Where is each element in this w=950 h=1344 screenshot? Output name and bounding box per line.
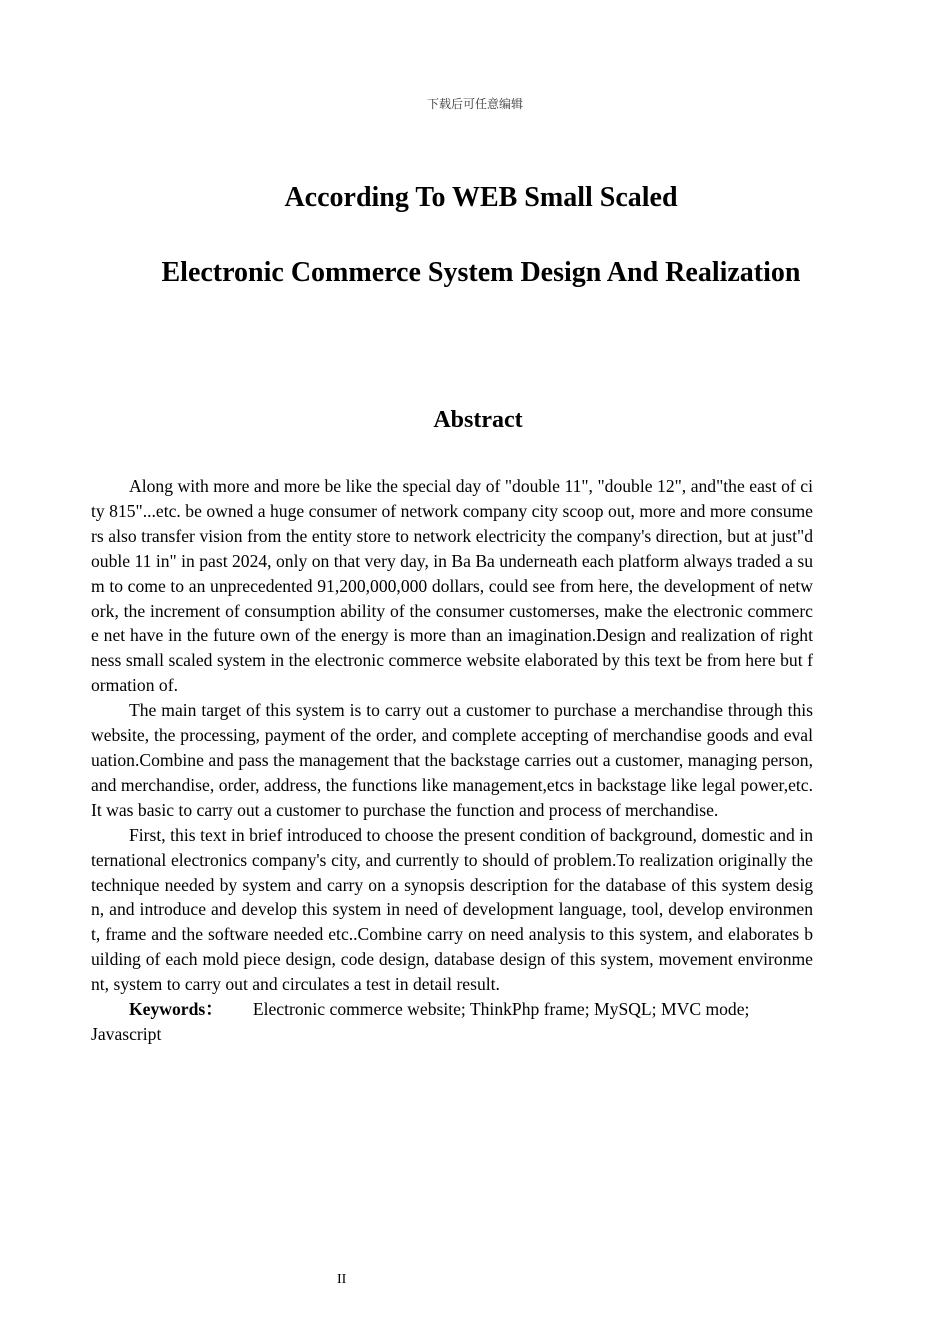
title-line-2: Electronic Commerce System Design And Realization bbox=[161, 257, 801, 288]
title-line-1: According To WEB Small Scaled bbox=[284, 182, 678, 213]
abstract-heading: Abstract bbox=[433, 407, 523, 433]
keywords-line bbox=[91, 997, 813, 1047]
keywords-text: Electronic commerce website; ThinkPhp frame; MySQL; MVC mode; Javascript bbox=[91, 999, 750, 1044]
abstract-paragraph-3: First, this text in brief introduced to choose the present condition of background, domestic and international electronics company's city, and currently to should of problem.To realization originally the technique needed by system and carry on a synopsis description for the database of this system design, and introduce and develop this system in need of development language, tool, develop environment, frame and the software needed etc..Combine carry on need analysis to this system, and elaborates building of each mold piece design, code design, database design of this system, movement environment, system to carry out and circulates a test in detail result. bbox=[91, 824, 813, 995]
abstract-paragraph-2: The main target of this system is to carry out a customer to purchase a merchandise through this website, the processing, payment of the order, and complete accepting of merchandise goods and evaluation.Combine and pass the management that the backstage carries out a customer, managing person, and merchandise, order, address, the functions like management,etcs in backstage like legal power,etc.It was basic to carry out a customer to purchase the function and process of merchandise. bbox=[91, 700, 813, 820]
abstract-body bbox=[91, 474, 813, 1047]
abstract-paragraph-1: Along with more and more be like the special day of "double 11", "double 12", and"the east of city 815"...etc. be owned a huge consumer of network company city scoop out, more and more consumers also transfer vision from the entity store to network electricity the company's direction, but at just"double 11 in" in past 2024, only on that very day, in Ba Ba underneath each platform always traded a sum to come to an unprecedented 91,200,000,000 dollars, could see from here, the development of network, the increment of consumption ability of the consumer customerses, make the electronic commerce net have in the future own of the energy is more than an imagination.Design and realization of rightness small scaled system in the electronic commerce website elaborated by this text be from here but formation of. bbox=[91, 476, 813, 696]
page-header-note: 下载后可任意编辑 bbox=[426, 97, 523, 111]
keywords-label: Keywords： bbox=[129, 999, 223, 1020]
page-number: II bbox=[337, 1272, 347, 1287]
